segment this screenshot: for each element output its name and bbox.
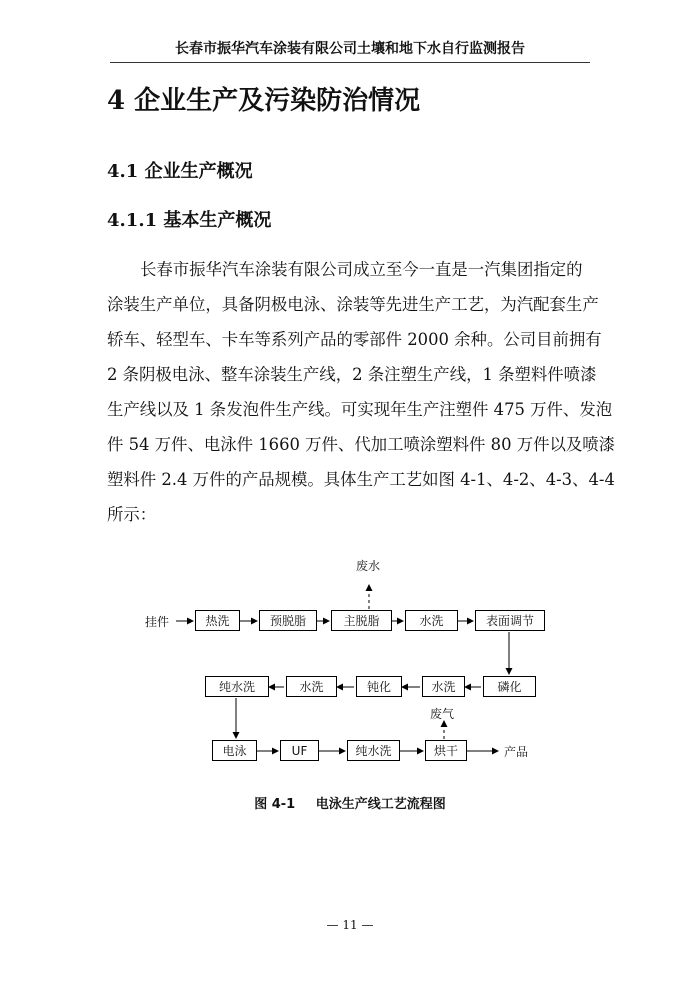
figure-caption (0, 793, 700, 812)
figure-title: 电泳生产线工艺流程图 (315, 797, 446, 812)
step-pre-degrease: 预脱脂 (259, 610, 317, 631)
step-rinse-2: 水洗 (422, 676, 465, 697)
step-drying: 烘干 (425, 740, 467, 761)
subsection-title: 4.1.1 基本生产概况 (107, 210, 272, 231)
body-paragraph (107, 256, 616, 536)
step-electrophoresis: 电泳 (212, 740, 257, 761)
step-pure-water-wash: 纯水洗 (205, 676, 269, 697)
step-surface-conditioning: 表面调节 (475, 610, 545, 631)
step-rinse: 水洗 (405, 610, 458, 631)
step-rinse-3: 水洗 (286, 676, 337, 697)
process-flow-diagram (140, 555, 570, 770)
wastewater-label: 废水 (356, 559, 381, 573)
paragraph-line: 塑料件 2.4 万件的产品规模。具体生产工艺如图 4-1、4-2、4-3、4-4 (107, 470, 615, 489)
page-number: — 11 — (326, 918, 374, 932)
paragraph-line: 轿车、轻型车、卡车等系列产品的零部件 2000 余种。公司目前拥有 (107, 330, 602, 349)
waste-gas-label: 废气 (430, 707, 455, 721)
report-header: 长春市振华汽车涂装有限公司土壤和地下水自行监测报告 (175, 41, 525, 57)
step-pure-water-wash-2: 纯水洗 (347, 740, 400, 761)
paragraph-line: 生产线以及 1 条发泡件生产线。可实现年生产注塑件 475 万件、发泡 (107, 400, 613, 419)
step-passivation: 钝化 (356, 676, 402, 697)
paragraph-line: 件 54 万件、电泳件 1660 万件、代加工喷涂塑料件 80 万件以及喷漆 (107, 435, 616, 454)
paragraph-line: 2 条阴极电泳、整车涂装生产线，2 条注塑生产线，1 条塑料件喷漆 (107, 365, 597, 384)
step-hot-wash: 热洗 (195, 610, 240, 631)
step-main-degrease: 主脱脂 (331, 610, 392, 631)
section-title: 4.1 企业生产概况 (107, 161, 253, 182)
flow-input-label: 挂件 (145, 615, 170, 629)
paragraph-line: 长春市振华汽车涂装有限公司成立至今一直是一汽集团指定的 (140, 260, 583, 279)
figure-number: 图 4-1 (254, 797, 296, 812)
step-uf: UF (280, 740, 319, 761)
chapter-title: 4 企业生产及污染防治情况 (107, 86, 421, 116)
header-divider (110, 62, 590, 63)
paragraph-line: 所示： (107, 505, 157, 524)
step-phosphating: 磷化 (483, 676, 536, 697)
paragraph-line: 涂装生产单位，具备阴极电泳、涂装等先进生产工艺，为汽配套生产 (107, 295, 599, 314)
flow-connectors (140, 555, 570, 770)
flow-output-label: 产品 (504, 745, 529, 759)
